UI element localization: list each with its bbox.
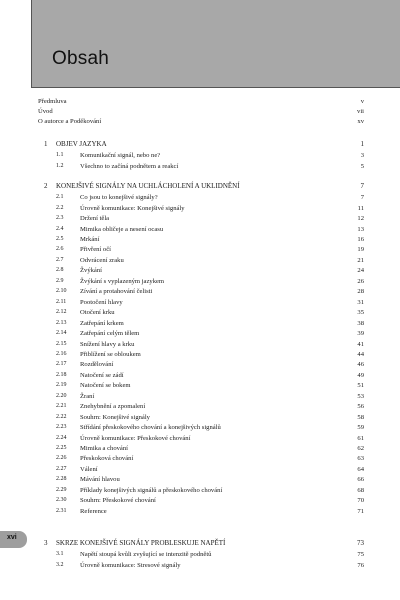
entry-page: 13 <box>357 225 364 233</box>
entry-page: 12 <box>357 215 364 223</box>
entry-page: 53 <box>357 392 364 400</box>
toc-item[interactable] <box>0 162 400 171</box>
entry-page: 11 <box>357 204 364 212</box>
entry-page: v <box>360 98 364 105</box>
entry-title: Mrkání <box>80 236 100 243</box>
entry-title: Zatřepání celým tělem <box>80 330 140 338</box>
entry-number: 2.3 <box>56 215 64 222</box>
toc-chapter[interactable] <box>0 140 400 149</box>
toc-item[interactable] <box>0 308 400 317</box>
entry-page: vii <box>357 108 364 115</box>
entry-page: 63 <box>357 455 364 463</box>
entry-title: Natočení se bokem <box>80 382 131 390</box>
entry-title: Válení <box>80 465 98 473</box>
entry-number: 2.23 <box>56 424 67 431</box>
toc-item[interactable] <box>0 423 400 432</box>
entry-title: Snížení hlavy a krku <box>80 340 135 348</box>
entry-title: Rozdělování <box>80 361 114 369</box>
entry-page: 24 <box>357 267 364 275</box>
entry-number: 2.30 <box>56 497 67 504</box>
entry-page: 66 <box>357 476 364 484</box>
toc-item[interactable] <box>0 465 400 474</box>
toc-front-entry[interactable] <box>0 107 400 116</box>
entry-page: 73 <box>357 539 364 547</box>
entry-title: OBJEV JAZYKA <box>56 140 107 148</box>
toc-item[interactable] <box>0 298 400 307</box>
toc-item[interactable] <box>0 319 400 328</box>
toc-item[interactable] <box>0 277 400 286</box>
entry-page: 56 <box>357 403 364 411</box>
page-number: xvi <box>7 534 17 541</box>
page-title: Obsah <box>52 48 109 69</box>
toc-chapter[interactable] <box>0 539 400 548</box>
entry-number: 3.1 <box>56 551 64 558</box>
entry-number: 2.6 <box>56 246 64 253</box>
toc-chapter[interactable] <box>0 182 400 191</box>
toc-item[interactable] <box>0 444 400 453</box>
entry-number: 2.24 <box>56 434 67 441</box>
entry-page: 76 <box>357 561 364 569</box>
toc-item[interactable] <box>0 329 400 338</box>
toc-item[interactable] <box>0 550 400 559</box>
entry-title: Reference <box>80 507 107 515</box>
entry-page: 38 <box>357 319 364 327</box>
entry-page: xv <box>357 118 364 125</box>
toc-item[interactable] <box>0 434 400 443</box>
entry-number: 2.17 <box>56 361 67 368</box>
entry-page: 62 <box>357 445 364 452</box>
entry-number: 2.28 <box>56 476 67 483</box>
entry-number: 2 <box>44 182 48 190</box>
toc-item[interactable] <box>0 350 400 359</box>
entry-title: SKRZE KONEJŠIVÉ SIGNÁLY PROBLESKUJE NAPĚTÍ <box>56 539 226 547</box>
entry-page: 26 <box>357 277 364 285</box>
entry-page: 46 <box>357 361 364 369</box>
toc-item[interactable] <box>0 507 400 516</box>
entry-title: Předmluva <box>38 98 67 105</box>
entry-title: Přeskoková chování <box>80 455 134 463</box>
entry-number: 2.10 <box>56 288 67 295</box>
entry-title: Pootočení hlavy <box>80 298 123 306</box>
entry-title: Žvýkání <box>80 267 102 275</box>
entry-title: Napětí stoupá kvůli zvyšující se intenzitě podnětů <box>80 551 212 559</box>
entry-title: Žraní <box>80 392 95 400</box>
entry-page: 7 <box>360 194 364 202</box>
entry-number: 2.12 <box>56 309 67 316</box>
toc-item[interactable] <box>0 287 400 296</box>
entry-title: Mávání hlavou <box>80 476 120 484</box>
entry-number: 3 <box>44 539 48 547</box>
entry-title: Znehybnění a zpomalení <box>80 403 146 411</box>
entry-number: 2.9 <box>56 277 64 284</box>
toc-item[interactable] <box>0 454 400 463</box>
entry-page: 61 <box>357 434 364 442</box>
entry-title: Příklady konejšivých signálů a přeskokového chování <box>80 486 223 494</box>
entry-title: Mimika a chování <box>80 445 128 452</box>
entry-page: 35 <box>357 309 364 317</box>
entry-number: 2.2 <box>56 204 64 211</box>
entry-page: 41 <box>357 340 364 348</box>
entry-title: Žvýkání s vyplazeným jazykem <box>80 277 165 285</box>
entry-title: Mimika obličeje a nesení ocasu <box>80 225 164 233</box>
header-band <box>31 0 400 88</box>
entry-page: 21 <box>357 256 364 264</box>
entry-number: 2.20 <box>56 392 67 399</box>
entry-number: 2.8 <box>56 267 64 274</box>
entry-title: Úrovně komunikace: Přeskokové chování <box>80 434 191 442</box>
toc-item[interactable] <box>0 214 400 223</box>
entry-page: 3 <box>360 152 364 160</box>
page-number-tab <box>0 531 27 548</box>
entry-number: 2.27 <box>56 465 67 472</box>
entry-page: 16 <box>357 236 364 243</box>
entry-number: 2.26 <box>56 455 67 462</box>
toc-item[interactable] <box>0 266 400 275</box>
entry-page: 19 <box>357 246 364 254</box>
entry-title: Zívání a protahování čelisti <box>80 288 153 296</box>
toc-item[interactable] <box>0 225 400 234</box>
entry-page: 58 <box>357 413 364 421</box>
entry-title: Přiblížení se obloukem <box>80 350 141 358</box>
entry-number: 1.1 <box>56 152 64 159</box>
toc-item[interactable] <box>0 245 400 254</box>
entry-number: 3.2 <box>56 561 64 568</box>
entry-number: 1 <box>44 140 48 148</box>
entry-page: 7 <box>360 182 364 190</box>
entry-title: Úrovně komunikace: Konejšivé signály <box>80 204 185 212</box>
toc-item[interactable] <box>0 193 400 202</box>
entry-title: Otočení krku <box>80 309 115 317</box>
entry-number: 2.16 <box>56 350 67 357</box>
entry-page: 44 <box>357 350 364 358</box>
entry-number: 2.13 <box>56 319 67 326</box>
entry-title: Souhrn: Konejšivé signály <box>80 413 150 421</box>
entry-page: 28 <box>357 288 364 296</box>
entry-number: 2.14 <box>56 330 67 337</box>
entry-page: 59 <box>357 424 364 432</box>
toc-item[interactable] <box>0 340 400 349</box>
toc-item[interactable] <box>0 151 400 160</box>
entry-number: 2.5 <box>56 236 64 242</box>
toc-item[interactable] <box>0 392 400 401</box>
toc-item[interactable] <box>0 413 400 422</box>
entry-number: 2.18 <box>56 371 67 378</box>
entry-number: 2.1 <box>56 194 64 201</box>
entry-page: 75 <box>357 551 364 559</box>
entry-title: Souhrn: Přeskokové chování <box>80 497 156 505</box>
entry-page: 68 <box>357 486 364 494</box>
toc-front-entry[interactable] <box>0 117 400 126</box>
toc-item[interactable] <box>0 475 400 484</box>
entry-title: Zatřepání krkem <box>80 319 124 327</box>
toc-front-entry[interactable] <box>0 97 400 106</box>
entry-title: Natočení se zádí <box>80 371 124 379</box>
toc-item[interactable] <box>0 381 400 390</box>
toc-item[interactable] <box>0 371 400 380</box>
entry-title: Všechno to začíná podnětem a reakcí <box>80 162 179 170</box>
entry-title: Držení těla <box>80 215 110 223</box>
entry-page: 39 <box>357 330 364 338</box>
entry-title: Střídání přeskokového chování a konejšivých signálů <box>80 424 221 432</box>
entry-page: 51 <box>357 382 364 390</box>
toc-item[interactable] <box>0 496 400 505</box>
entry-number: 2.25 <box>56 445 67 451</box>
entry-number: 1.2 <box>56 162 64 169</box>
entry-page: 31 <box>357 298 364 306</box>
toc-item[interactable] <box>0 360 400 369</box>
entry-number: 2.7 <box>56 256 64 263</box>
entry-page: 71 <box>357 507 364 515</box>
entry-page: 70 <box>357 497 364 505</box>
entry-number: 2.22 <box>56 413 67 420</box>
entry-title: Co jsou to konejšivé signály? <box>80 194 158 202</box>
entry-number: 2.15 <box>56 340 67 347</box>
toc-item[interactable] <box>0 256 400 265</box>
entry-title: Přivření očí <box>80 246 111 254</box>
entry-title: Úvod <box>38 108 53 115</box>
entry-page: 5 <box>360 162 364 170</box>
entry-number: 2.29 <box>56 486 67 493</box>
entry-title: Úrovně komunikace: Stresové signály <box>80 561 181 569</box>
toc-item[interactable] <box>0 486 400 495</box>
entry-title: O autorce a Poděkování <box>38 118 102 125</box>
entry-title: KONEJŠIVÉ SIGNÁLY NA UCHLÁCHOLENÍ A UKLIDNĚNÍ <box>56 182 240 190</box>
entry-page: 49 <box>357 371 364 379</box>
toc-item[interactable] <box>0 204 400 213</box>
entry-page: 1 <box>360 140 364 148</box>
toc-item[interactable] <box>0 561 400 570</box>
entry-number: 2.19 <box>56 382 67 389</box>
entry-title: Komunikační signál, nebo ne? <box>80 152 161 160</box>
toc-item[interactable] <box>0 402 400 411</box>
entry-number: 2.11 <box>56 298 67 305</box>
toc-item[interactable] <box>0 235 400 244</box>
entry-title: Odvrácení zraku <box>80 256 124 264</box>
entry-page: 64 <box>357 465 364 473</box>
entry-number: 2.21 <box>56 403 67 410</box>
entry-number: 2.31 <box>56 507 67 514</box>
entry-number: 2.4 <box>56 225 64 232</box>
